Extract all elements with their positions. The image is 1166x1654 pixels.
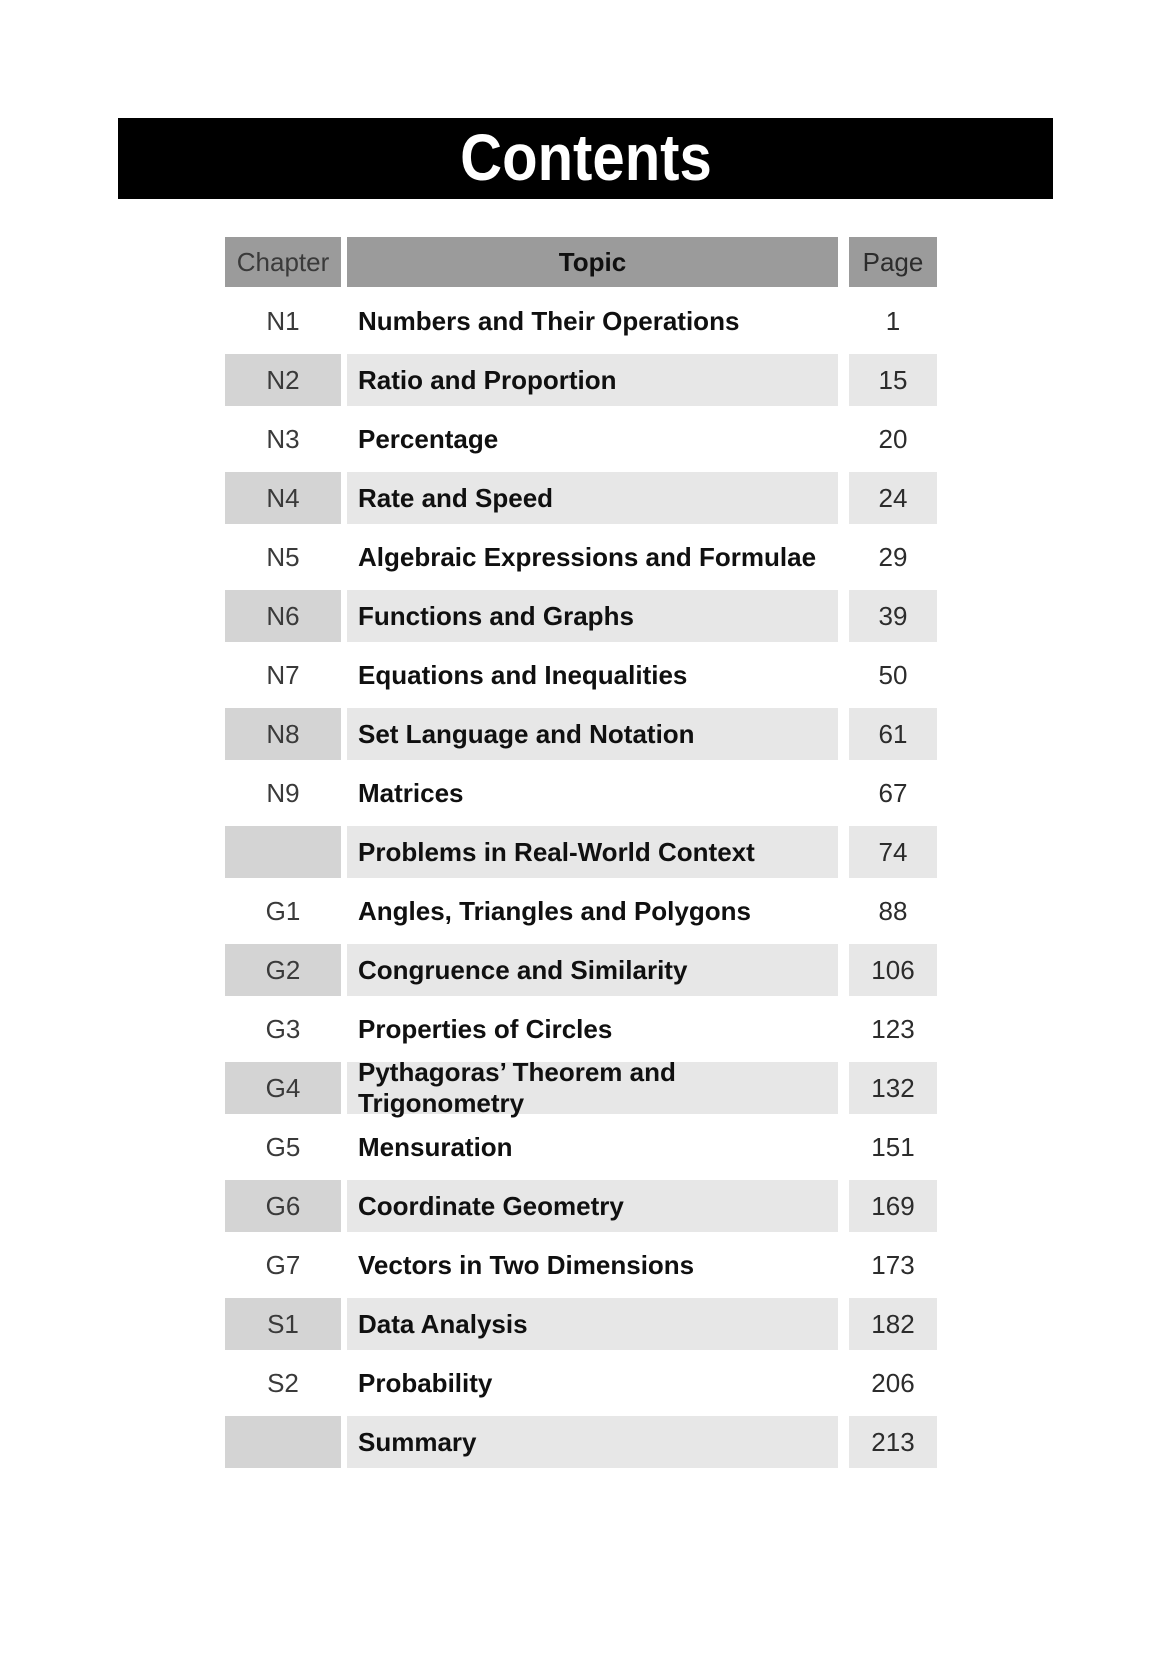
chapter-code: G6 <box>225 1180 341 1232</box>
chapter-code: N8 <box>225 708 341 760</box>
table-row <box>225 708 937 760</box>
table-row <box>225 1003 937 1055</box>
table-row <box>225 767 937 819</box>
table-row <box>225 590 937 642</box>
chapter-code: G4 <box>225 1062 341 1114</box>
table-row <box>225 531 937 583</box>
table-row <box>225 1121 937 1173</box>
table-row <box>225 944 937 996</box>
chapter-code: G2 <box>225 944 341 996</box>
table-row <box>225 472 937 524</box>
page-title: Contents <box>459 119 712 194</box>
chapter-code: N9 <box>266 777 300 808</box>
table-row <box>225 354 937 406</box>
chapter-code: N6 <box>225 590 341 642</box>
chapter-code: S2 <box>267 1367 299 1398</box>
chapter-code: N4 <box>225 472 341 524</box>
chapter-code: N2 <box>225 354 341 406</box>
page-number: 67 <box>878 777 908 808</box>
column-header-page: Page <box>849 237 937 287</box>
topic-title: Set Language and Notation <box>347 708 838 760</box>
column-header-topic: Topic <box>347 237 838 287</box>
page-number: 88 <box>878 895 908 926</box>
chapter-code: N1 <box>266 305 300 336</box>
table-row <box>225 1180 937 1232</box>
chapter-code: G3 <box>265 1013 301 1044</box>
page-number: 132 <box>849 1062 937 1114</box>
page-number: 1 <box>885 305 901 336</box>
table-row <box>225 1057 937 1118</box>
contents-table <box>225 237 937 1475</box>
chapter-code <box>225 826 341 878</box>
chapter-code: S1 <box>225 1298 341 1350</box>
topic-title: Functions and Graphs <box>347 590 838 642</box>
page-number: 74 <box>849 826 937 878</box>
page-number: 106 <box>849 944 937 996</box>
topic-title: Equations and Inequalities <box>358 659 688 690</box>
table-row <box>225 1357 937 1409</box>
page-number: 206 <box>871 1367 915 1398</box>
chapter-code <box>225 1416 341 1468</box>
topic-title: Summary <box>347 1416 838 1468</box>
page-number: 24 <box>849 472 937 524</box>
page-number: 173 <box>871 1249 915 1280</box>
contents-banner <box>118 118 1053 199</box>
topic-title: Probability <box>358 1367 493 1398</box>
topic-title: Pythagoras’ Theorem and Trigonometry <box>347 1062 838 1114</box>
chapter-code: G5 <box>265 1131 301 1162</box>
page-number: 213 <box>849 1416 937 1468</box>
table-row <box>225 1239 937 1291</box>
table-row <box>225 1416 937 1468</box>
topic-title: Numbers and Their Operations <box>358 305 740 336</box>
table-row <box>225 826 937 878</box>
table-header-row <box>225 237 937 287</box>
topic-title: Mensuration <box>358 1131 513 1162</box>
page-number: 169 <box>849 1180 937 1232</box>
table-row <box>225 1298 937 1350</box>
table-body <box>225 295 937 1468</box>
table-row <box>225 885 937 937</box>
chapter-code: N7 <box>266 659 300 690</box>
chapter-code: G7 <box>265 1249 301 1280</box>
topic-title: Ratio and Proportion <box>347 354 838 406</box>
page-number: 29 <box>878 541 908 572</box>
table-row <box>225 649 937 701</box>
page-number: 50 <box>878 659 908 690</box>
topic-title: Data Analysis <box>347 1298 838 1350</box>
chapter-code: N3 <box>266 423 300 454</box>
table-row <box>225 413 937 465</box>
chapter-code: N5 <box>266 541 300 572</box>
page-number: 20 <box>878 423 908 454</box>
page-number: 39 <box>849 590 937 642</box>
page-number: 151 <box>871 1131 915 1162</box>
topic-title: Rate and Speed <box>347 472 838 524</box>
topic-title: Algebraic Expressions and Formulae <box>358 541 817 572</box>
topic-title: Problems in Real-World Context <box>347 826 838 878</box>
page-number: 182 <box>849 1298 937 1350</box>
chapter-code: G1 <box>265 895 301 926</box>
topic-title: Coordinate Geometry <box>347 1180 838 1232</box>
topic-title: Vectors in Two Dimensions <box>358 1249 695 1280</box>
page-number: 61 <box>849 708 937 760</box>
column-header-chapter: Chapter <box>225 237 341 287</box>
topic-title: Congruence and Similarity <box>347 944 838 996</box>
topic-title: Percentage <box>358 423 499 454</box>
topic-title: Angles, Triangles and Polygons <box>358 895 751 926</box>
topic-title: Matrices <box>358 777 464 808</box>
page-number: 123 <box>871 1013 915 1044</box>
table-row <box>225 295 937 347</box>
page-number: 15 <box>849 354 937 406</box>
topic-title: Properties of Circles <box>358 1013 613 1044</box>
